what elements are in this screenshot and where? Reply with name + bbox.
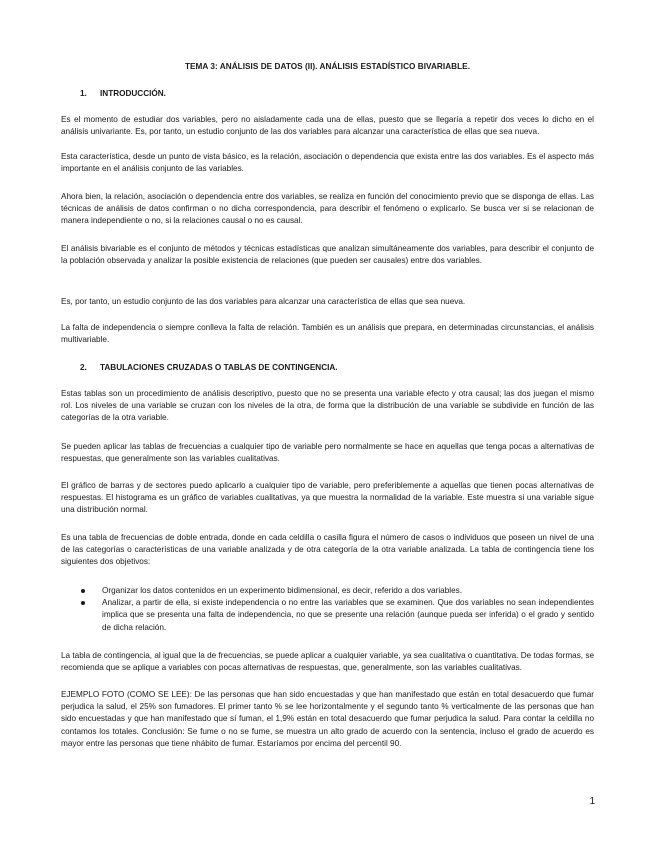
paragraph: Estas tablas son un procedimiento de análisis descriptivo, puesto que no se presenta una variable efecto y otra causal; las dos juegan el mismo rol. Los niveles de una variable se cruzan con los niveles de la otra, de forma que la distribución de una variable se subdivide en función de las categorías de la otra variable. xyxy=(61,389,594,423)
list-item-text: Analizar, a partir de ella, si existe independencia o no entre las variables que se examinen. Que dos variables no sean independientes implica que se presenta una falta de independencia, no que se presente una relación (aunque pueda ser inferida) o el grado y sentido de dicha relación. xyxy=(102,598,594,632)
section-heading-tabulaciones xyxy=(80,363,338,372)
document-title: TEMA 3: ANÁLISIS DE DATOS (II). ANÁLISIS ESTADÍSTICO BIVARIABLE. xyxy=(184,62,471,71)
list-item xyxy=(61,597,594,634)
paragraph: Esta característica, desde un punto de vista básico, es la relación, asociación o dependencia que exista entre las dos variables. Es el aspecto más importante en el análisis conjunto de las variables. xyxy=(61,152,594,174)
paragraph: La falta de independencia o siempre conlleva la falta de relación. También es un análisis que prepara, en determinadas circunstancias, el análisis multivariable. xyxy=(61,323,594,345)
paragraph: La tabla de contingencia, al igual que la de frecuencias, se puede aplicar a cualquier variable, ya sea cualitativa o cuantitativa. De todas formas, se recomienda que se aplique a variables con pocas alternativas de respuestas, que, generalmente, son las variables cualitativas. xyxy=(61,651,594,673)
paragraph: El gráfico de barras y de sectores puedo aplicarlo a cualquier tipo de variable, pero preferiblemente a aquellas que tienen pocas alternativas de respuestas. El histograma es un gráfico de variables cualitativas, ya que muestra la normalidad de la variable. Este muestra si una variable sigue una distribución normal. xyxy=(61,481,594,515)
section-number: 1. xyxy=(80,89,87,98)
paragraph: EJEMPLO FOTO (COMO SE LEE): De las personas que han sido encuestadas y que han manifestado que están en total desacuerdo que fumar perjudica la salud, el 25% son fumadores. El primer tanto % se lee horizontalmente y el segundo tanto % verticalmente de las personas que han sido encuestadas y que han manifestado que sí fuman, el 1,9% están en total desacuerdo que fumar perjudica la salud. Para contar la celdilla no contamos los totales. Conclusión: Se fume o no se fume, se muestra un alto grado de acuerdo con la sentencia, incluso el grado de acuerdo es mayor entre las personas que tiene nhábito de fumar. Estaríamos por encima del percentil 90. xyxy=(61,690,594,748)
section-title: TABULACIONES CRUZADAS O TABLAS DE CONTINGENCIA. xyxy=(100,363,338,372)
page-number: 1 xyxy=(589,796,595,807)
section-title: INTRODUCCIÓN. xyxy=(100,89,166,98)
paragraph: Se pueden aplicar las tablas de frecuencias a cualquier tipo de variable pero normalmente se hace en aquellas que tenga pocas a alternativas de respuestas, que generalmente son las variables cualitativas. xyxy=(61,442,594,464)
list-item xyxy=(61,585,594,597)
bullet-icon xyxy=(81,601,85,605)
paragraph: Ahora bien, la relación, asociación o dependencia entre dos variables, se realiza en función del conocimiento previo que se disponga de ellas. Las técnicas de análisis de datos confirman o no dicha correspondencia, para describir el fenómeno o explicarlo. Se busca ver si se relacionan de manera independiente o no, si la relaciones causal o no es causal. xyxy=(61,192,594,226)
paragraph: Es el momento de estudiar dos variables, pero no aisladamente cada una de ellas, puesto que se llegaría a repetir dos veces lo dicho en el análisis univariante. Es, por tanto, un estudio conjunto de las dos variables para alcanzar una característica de ellas que sea nueva. xyxy=(61,115,594,137)
paragraph: El análisis bivariable es el conjunto de métodos y técnicas estadísticas que analizan simultáneamente dos variables, para describir el conjunto de la población observada y analizar la posible existencia de relaciones (que pueden ser causales) entre dos variables. xyxy=(61,244,594,266)
objectives-list xyxy=(61,585,594,634)
list-item-text: Organizar los datos contenidos en un experimento bidimensional, es decir, referido a dos variables. xyxy=(102,586,462,595)
paragraph: Es una tabla de frecuencias de doble entrada, donde en cada celdilla o casilla figura el número de casos o individuos que poseen un nivel de una de las categorías o características de una variable analizada y de otra categoría de la otra variable analizada. La tabla de contingencia tiene los siguientes dos objetivos: xyxy=(61,533,594,567)
paragraph: Es, por tanto, un estudio conjunto de las dos variables para alcanzar una característica de ellas que sea nueva. xyxy=(61,297,466,306)
section-heading-introduccion xyxy=(80,89,166,98)
section-number: 2. xyxy=(80,363,87,372)
bullet-icon xyxy=(81,589,85,593)
